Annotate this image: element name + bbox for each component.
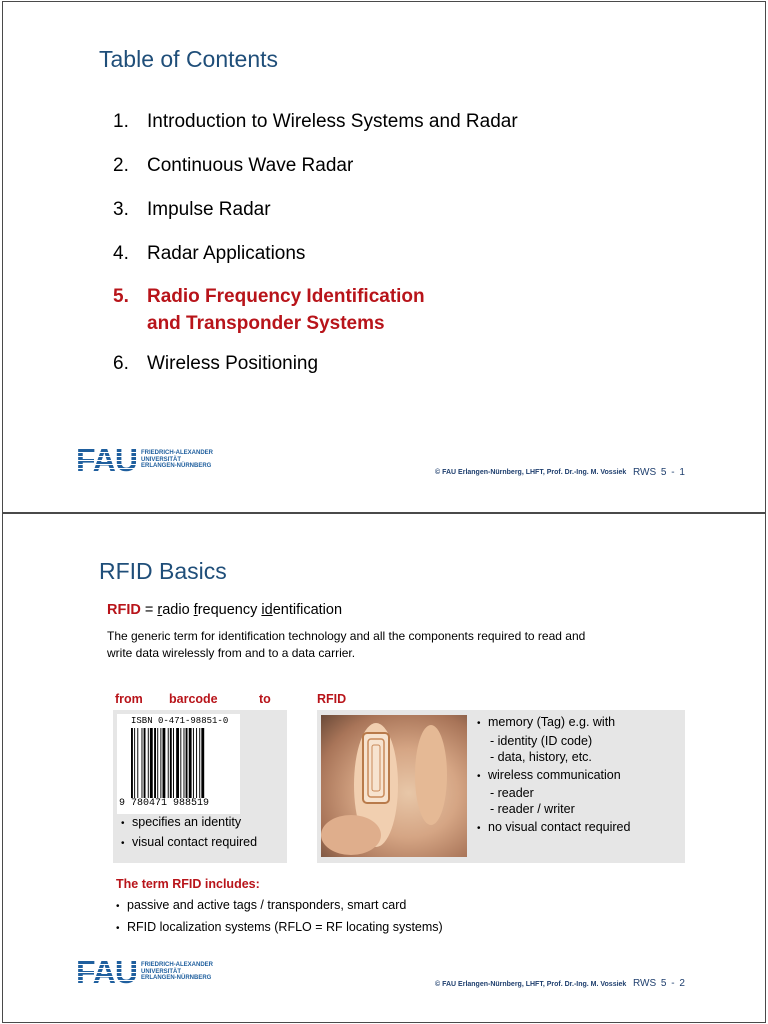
toc-text: Radar Applications [147, 243, 306, 264]
equals-sign: = [140, 602, 158, 618]
toc-text: Introduction to Wireless Systems and Radar [147, 111, 518, 132]
toc-list [113, 108, 518, 394]
fau-logo-mark: FAU [76, 954, 137, 990]
bullet-item [116, 917, 443, 939]
underlined-letter: f [193, 602, 198, 618]
def-part: adio [162, 602, 194, 618]
barcode-bar [170, 728, 172, 798]
bullet-text: memory (Tag) e.g. with [488, 715, 616, 729]
barcode-bar [196, 728, 197, 798]
slide-title: RFID Basics [99, 558, 227, 584]
toc-number: 1. [113, 111, 129, 132]
finger-with-tag-illustration [321, 715, 467, 857]
slide-rfid-basics [2, 513, 766, 1023]
bullet-item [121, 833, 257, 853]
bullet-item [477, 767, 630, 786]
toc-item-current [113, 283, 518, 337]
barcode-bar [163, 728, 166, 798]
fau-logo [76, 954, 213, 990]
underlined-letter: r [157, 602, 163, 618]
bullet-text: visual contact required [132, 835, 258, 849]
bullet-text: specifies an identity [132, 815, 242, 829]
barcode-bar [134, 728, 135, 798]
barcode-bar [189, 728, 192, 798]
toc-number: 3. [113, 199, 129, 220]
logo-line: UNIVERSITÄT [141, 968, 182, 975]
barcode-bar [193, 728, 194, 798]
barcode-bar [154, 728, 156, 798]
label-from: from [115, 692, 143, 706]
bullet-text: passive and active tags / transponders, smart card [127, 898, 407, 912]
toc-item [113, 152, 518, 179]
fau-logo [76, 442, 213, 478]
barcode-bar [184, 728, 185, 798]
underlined-letter: id [261, 602, 273, 618]
logo-line: FRIEDRICH-ALEXANDER [141, 450, 213, 457]
fau-logo-text [141, 450, 213, 470]
bullet-icon: • [116, 901, 120, 912]
bullet-icon: • [116, 923, 120, 934]
bullet-text: wireless communication [488, 767, 621, 782]
fau-logo-mark: FAU [76, 442, 137, 478]
barcode-bars [131, 728, 231, 802]
toc-text: Wireless Positioning [147, 353, 319, 374]
rfid-tag-photo [321, 715, 467, 857]
bullet-icon: • [121, 818, 125, 829]
toc-text: Continuous Wave Radar [147, 155, 354, 176]
bullet-item [116, 895, 443, 917]
label-rfid: RFID [317, 692, 347, 706]
barcode-bar [150, 728, 153, 798]
bullet-item [477, 819, 630, 838]
toc-number: 5. [113, 286, 129, 307]
bullet-text: RFID localization systems (RFLO = RF locating systems) [127, 920, 443, 934]
bullet-icon: • [477, 823, 481, 834]
rfid-panel [317, 710, 685, 863]
logo-line: ERLANGEN-NÜRNBERG [141, 975, 212, 982]
barcode-bar [168, 728, 169, 798]
slide-title: Table of Contents [99, 46, 279, 72]
rfid-definition [107, 602, 342, 618]
toc-number: 6. [113, 353, 129, 374]
footer-page-number: RWS 5 - 2 [633, 978, 685, 989]
barcode-bar [160, 728, 161, 798]
barcode-bar [142, 728, 143, 798]
rfid-keyword: RFID [107, 602, 141, 618]
toc-text: Impulse Radar [147, 199, 271, 220]
toc-item [113, 240, 518, 267]
barcode-bar [199, 728, 200, 798]
toc-number: 4. [113, 243, 129, 264]
includes-title: The term RFID includes: [116, 877, 260, 891]
barcode-image [117, 714, 240, 814]
def-part: requency [197, 602, 262, 618]
logo-line: UNIVERSITÄT [141, 456, 182, 463]
isbn-text: ISBN 0-471-98851-0 [131, 716, 229, 726]
logo-line: ERLANGEN-NÜRNBERG [141, 463, 212, 470]
toc-item [113, 196, 518, 223]
barcode-panel [113, 710, 287, 863]
barcode-bar [186, 728, 188, 798]
toc-item [113, 350, 518, 377]
barcode-bar [201, 728, 204, 798]
sub-item: - identity (ID code) [490, 733, 593, 748]
bullet-text: no visual contact required [488, 820, 631, 834]
label-barcode: barcode [169, 692, 218, 706]
barcode-digits: 9 780471 988519 [119, 798, 210, 809]
barcode-bullet-list [121, 813, 257, 853]
footer-copyright: © FAU Erlangen-Nürnberg, LHFT, Prof. Dr.-Ing. M. Vossiek [435, 469, 627, 476]
logo-line: FRIEDRICH-ALEXANDER [141, 962, 213, 969]
bullet-item [477, 714, 630, 733]
label-to: to [259, 692, 271, 706]
sub-item: - reader [490, 786, 534, 800]
barcode-bar [173, 728, 174, 798]
bullet-icon: • [477, 718, 481, 729]
footer-copyright: © FAU Erlangen-Nürnberg, LHFT, Prof. Dr.-Ing. M. Vossiek [435, 981, 627, 988]
toc-item [113, 108, 518, 135]
barcode-bar [176, 728, 179, 798]
barcode-bar [148, 728, 149, 798]
fau-logo-text [141, 962, 213, 982]
rfid-bullet-list [477, 714, 630, 838]
bullet-icon: • [121, 838, 125, 849]
barcode-bar [180, 728, 181, 798]
toc-text: Radio Frequency Identification and Transponder Systems [147, 286, 425, 334]
sub-item: - reader / writer [490, 802, 575, 816]
sub-item: - data, history, etc. [490, 749, 592, 764]
toc-number: 2. [113, 155, 129, 176]
footer-page-number: RWS 5 - 1 [633, 467, 685, 478]
barcode-bar [131, 728, 133, 798]
barcode-bar [137, 728, 138, 798]
includes-list [116, 895, 443, 939]
bullet-icon: • [477, 770, 481, 782]
def-part: entification [272, 602, 343, 618]
slide-table-of-contents [2, 1, 766, 513]
barcode-bar [144, 728, 146, 798]
rfid-description: The generic term for identification technology and all the components required to read and write data wirelessly from and to a data carrier. [107, 629, 586, 660]
bullet-item [121, 813, 257, 833]
barcode-bar [157, 728, 158, 798]
